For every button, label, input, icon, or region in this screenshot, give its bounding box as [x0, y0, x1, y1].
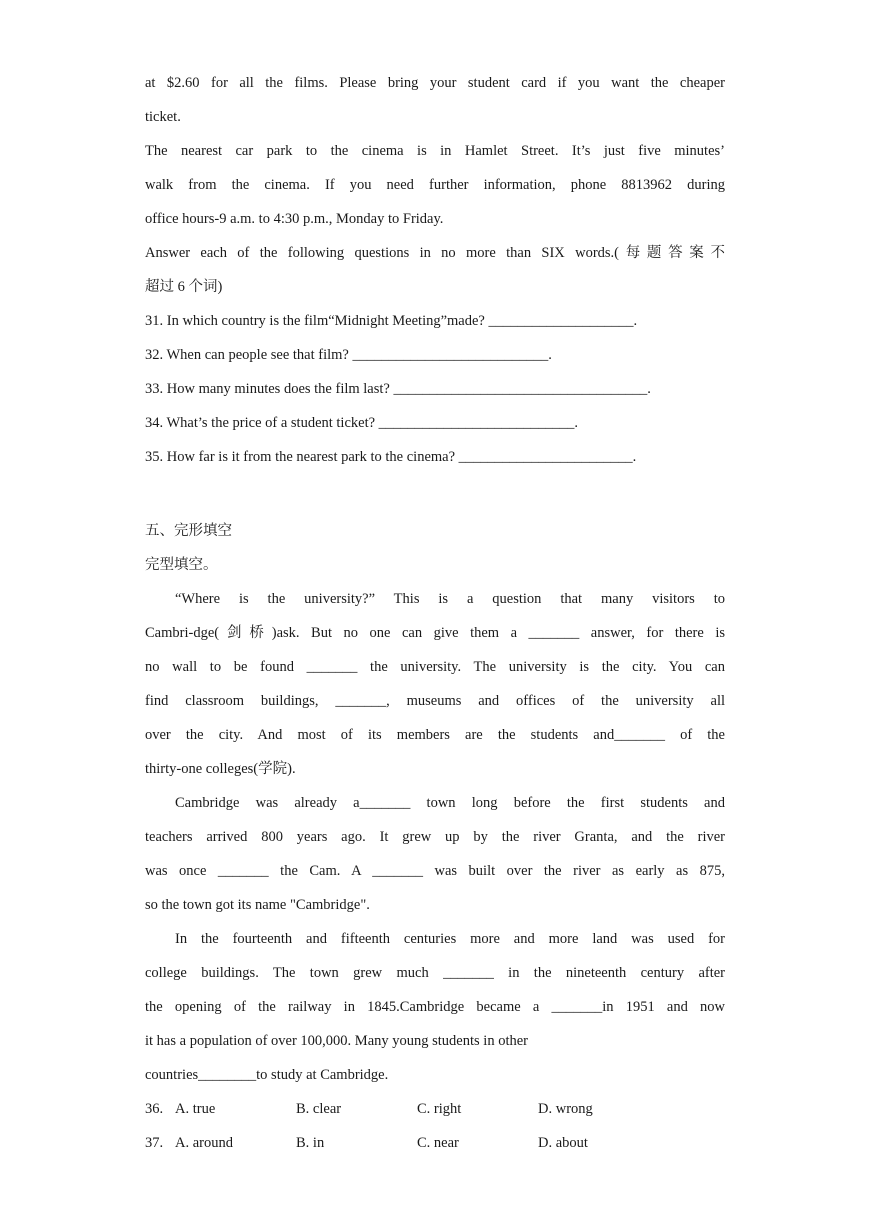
cloze-line: over the city. And most of its members are the students and_______ of the — [145, 727, 725, 743]
option-number: 37. — [145, 1135, 164, 1151]
option-a: A. around — [175, 1135, 233, 1151]
option-b: B. in — [296, 1135, 325, 1151]
section-subheading: 完型填空。 — [145, 557, 218, 573]
cloze-line: thirty-one colleges(学院). — [145, 761, 296, 777]
cloze-line: “Where is the university?” This is a question that many visitors to — [175, 591, 725, 607]
question-32: 32. When can people see that film? ___________________________. — [145, 347, 552, 363]
question-31: 31. In which country is the film“Midnight Meeting”made? ____________________. — [145, 313, 638, 329]
cloze-line: college buildings. The town grew much _______ in the nineteenth century after — [145, 965, 725, 981]
cloze-line: In the fourteenth and fifteenth centuries more and more land was used for — [175, 931, 725, 947]
document-page — [145, 66, 725, 1160]
instruction-line: Answer each of the following questions in no more than SIX words.(每题答案不 — [145, 245, 725, 261]
question-35: 35. How far is it from the nearest park to the cinema? ________________________. — [145, 449, 637, 465]
cloze-line: it has a population of over 100,000. Many young students in other — [145, 1033, 528, 1049]
cloze-line: countries________to study at Cambridge. — [145, 1067, 389, 1083]
cloze-line: find classroom buildings, _______, museums and offices of the university all — [145, 693, 725, 709]
option-c: C. right — [417, 1101, 462, 1117]
passage-line: walk from the cinema. If you need further information, phone 8813962 during — [145, 177, 725, 193]
cloze-line: teachers arrived 800 years ago. It grew up by the river Granta, and the river — [145, 829, 725, 845]
passage-line: office hours-9 a.m. to 4:30 p.m., Monday to Friday. — [145, 211, 444, 227]
spacer — [145, 474, 725, 514]
cloze-line: Cambri-dge(剑桥)ask. But no one can give them a _______ answer, for there is — [145, 625, 725, 641]
option-d: D. wrong — [538, 1101, 593, 1117]
cloze-line: the opening of the railway in 1845.Cambridge became a _______in 1951 and now — [145, 999, 725, 1015]
instruction-line: 超过 6 个词) — [145, 279, 223, 295]
option-c: C. near — [417, 1135, 459, 1151]
passage-line: ticket. — [145, 109, 181, 125]
question-33: 33. How many minutes does the film last? ___________________________________. — [145, 381, 651, 397]
cloze-line: so the town got its name "Cambridge". — [145, 897, 370, 913]
option-row-37 — [145, 1126, 725, 1160]
option-number: 36. — [145, 1101, 164, 1117]
section-heading: 五、完形填空 — [145, 523, 232, 539]
passage-line: at $2.60 for all the films. Please bring your student card if you want the cheaper — [145, 75, 725, 91]
cloze-line: Cambridge was already a_______ town long before the first students and — [175, 795, 725, 811]
option-row-36 — [145, 1092, 725, 1126]
cloze-line: no wall to be found _______ the university. The university is the city. You can — [145, 659, 725, 675]
passage-line: The nearest car park to the cinema is in Hamlet Street. It’s just five minutes’ — [145, 143, 725, 159]
option-d: D. about — [538, 1135, 588, 1151]
option-a: A. true — [175, 1101, 216, 1117]
question-34: 34. What’s the price of a student ticket? ___________________________. — [145, 415, 579, 431]
cloze-line: was once _______ the Cam. A _______ was built over the river as early as 875, — [145, 863, 725, 879]
option-b: B. clear — [296, 1101, 342, 1117]
